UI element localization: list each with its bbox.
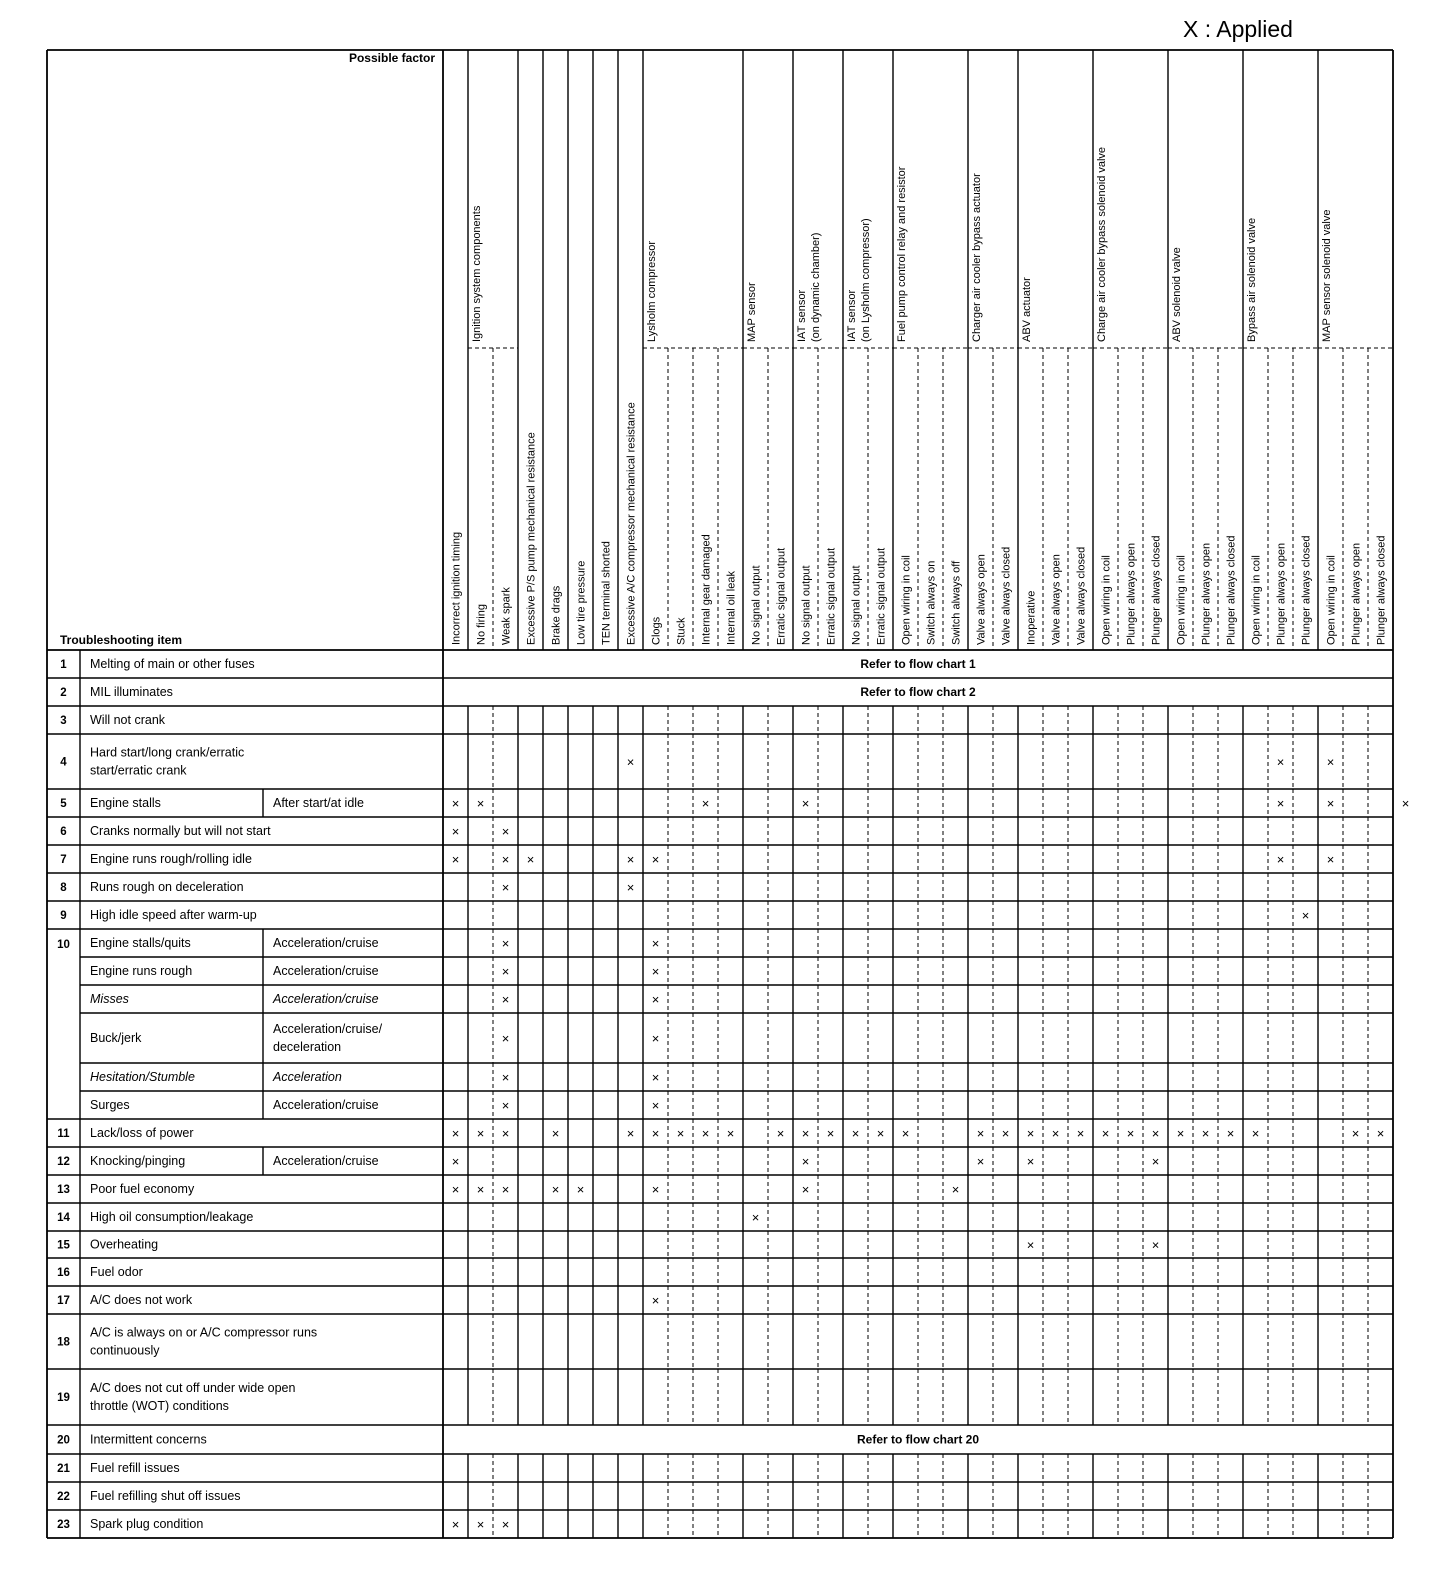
row-number: 20 <box>57 1434 70 1447</box>
item-label: Surges <box>90 1098 130 1112</box>
item-label: Overheating <box>90 1237 159 1252</box>
applied-mark: × <box>451 796 460 811</box>
flow-chart-ref: Refer to flow chart 20 <box>856 1432 980 1447</box>
row-number: 12 <box>57 1156 70 1168</box>
column-label: Plunger always closed <box>1150 535 1163 645</box>
row-number: 21 <box>57 1463 70 1475</box>
row-number: 15 <box>57 1239 70 1252</box>
applied-mark: × <box>1326 796 1335 811</box>
applied-mark: × <box>451 1182 460 1197</box>
applied-mark: × <box>776 1126 785 1141</box>
applied-mark: × <box>1276 754 1285 770</box>
column-label: No firing <box>475 604 488 645</box>
row-number: 7 <box>60 854 67 866</box>
column-label: Switch always on <box>925 560 938 645</box>
applied-mark: × <box>626 754 635 770</box>
applied-mark: × <box>501 852 510 867</box>
applied-mark: × <box>951 1182 960 1197</box>
column-label: Weak spark <box>500 587 513 645</box>
applied-mark: × <box>651 936 660 951</box>
applied-mark: × <box>476 796 485 811</box>
row-number: 23 <box>57 1519 70 1531</box>
applied-mark: × <box>651 852 660 867</box>
condition-label: Acceleration/cruise <box>273 964 379 978</box>
applied-mark: × <box>451 852 460 867</box>
row-number: 11 <box>57 1128 70 1140</box>
item-label: Engine runs rough/rolling idle <box>90 852 252 866</box>
column-label: Low tire pressure <box>575 560 588 645</box>
applied-mark: × <box>1301 908 1310 923</box>
item-label: Poor fuel economy <box>90 1182 195 1196</box>
item-label: Engine runs rough <box>90 964 193 978</box>
group-label: ABV actuator <box>1021 277 1033 342</box>
flow-chart-ref: Refer to flow chart 1 <box>860 657 976 671</box>
item-label: Engine stalls <box>90 796 161 810</box>
row-number: 2 <box>60 687 67 699</box>
condition-label: Acceleration/cruise <box>273 936 379 950</box>
applied-mark: × <box>501 1517 510 1532</box>
item-label: A/C does not work <box>90 1293 193 1307</box>
applied-mark: × <box>501 880 510 895</box>
applied-mark: × <box>451 1126 460 1141</box>
row-number: 17 <box>57 1295 70 1307</box>
applied-mark: × <box>1401 796 1410 811</box>
row-number: 8 <box>60 882 67 894</box>
group-label: MAP sensor <box>746 282 758 342</box>
row-number: 14 <box>57 1212 70 1224</box>
applied-mark: × <box>851 1126 860 1141</box>
applied-mark: × <box>651 964 660 979</box>
column-label: Incorrect ignition timing <box>450 531 463 645</box>
column-label: No signal output <box>750 565 763 645</box>
item-label: continuously <box>90 1343 160 1358</box>
applied-mark: × <box>701 796 710 811</box>
applied-mark: × <box>1126 1126 1135 1141</box>
column-label: Open wiring in coil <box>900 555 913 645</box>
applied-mark: × <box>1201 1126 1210 1141</box>
item-label: Fuel refilling shut off issues <box>90 1489 241 1503</box>
row-number: 10 <box>57 939 70 951</box>
item-label: Engine stalls/quits <box>90 936 191 950</box>
applied-mark: × <box>651 1126 660 1141</box>
column-label: Valve always closed <box>1000 546 1013 645</box>
applied-mark: × <box>1026 1126 1035 1141</box>
item-label: Hard start/long crank/erratic <box>90 745 245 760</box>
applied-mark: × <box>651 1098 660 1113</box>
row-number: 4 <box>60 756 67 769</box>
applied-mark: × <box>451 1154 460 1169</box>
column-label: Valve always open <box>975 554 988 645</box>
group-label: Charge air cooler bypass solenoid valve <box>1096 146 1108 342</box>
column-label: Erratic signal output <box>875 547 888 645</box>
condition-label: Acceleration/cruise/ <box>273 1022 383 1036</box>
applied-mark: × <box>1026 1237 1035 1253</box>
row-number: 18 <box>57 1336 70 1349</box>
row-number: 22 <box>57 1491 70 1503</box>
column-label: Open wiring in coil <box>1100 555 1113 645</box>
applied-mark: × <box>1276 796 1285 811</box>
possible-factor-label: Possible factor <box>348 51 435 65</box>
column-label: Switch always off <box>950 560 963 645</box>
row-number: 3 <box>60 715 67 727</box>
condition-label: After start/at idle <box>273 796 365 810</box>
group-label: IAT sensor <box>846 289 858 342</box>
applied-mark: × <box>626 880 635 895</box>
applied-mark: × <box>1326 754 1335 770</box>
applied-mark: × <box>501 1126 510 1141</box>
applied-mark: × <box>626 852 635 867</box>
applied-mark: × <box>551 1182 560 1197</box>
column-label: Open wiring in coil <box>1325 555 1338 645</box>
column-label: Open wiring in coil <box>1250 555 1263 645</box>
applied-mark: × <box>1376 1126 1385 1141</box>
applied-mark: × <box>626 1126 635 1141</box>
applied-mark: × <box>501 936 510 951</box>
row-number: 5 <box>60 798 67 810</box>
applied-mark: × <box>801 796 810 811</box>
row-number: 13 <box>57 1184 70 1196</box>
item-label: Buck/jerk <box>90 1031 142 1045</box>
column-label: Valve always open <box>1050 554 1063 645</box>
applied-mark: × <box>901 1126 910 1141</box>
group-label: IAT sensor <box>796 289 808 342</box>
applied-mark: × <box>526 852 535 867</box>
applied-mark: × <box>651 1182 660 1197</box>
applied-mark: × <box>576 1182 585 1197</box>
item-label: High idle speed after warm-up <box>90 908 257 922</box>
applied-mark: × <box>751 1210 760 1225</box>
column-label: Inoperative <box>1025 590 1038 645</box>
item-label: Hesitation/Stumble <box>90 1070 195 1084</box>
applied-mark: × <box>1176 1126 1185 1141</box>
group-label: MAP sensor solenoid valve <box>1321 209 1333 342</box>
column-label: Plunger always closed <box>1300 535 1313 645</box>
applied-mark: × <box>501 1031 510 1046</box>
applied-mark: × <box>1101 1126 1110 1141</box>
item-label: Fuel odor <box>90 1265 143 1279</box>
item-label: MIL illuminates <box>90 685 173 699</box>
troubleshooting-item-label: Troubleshooting item <box>60 633 182 647</box>
condition-label: Acceleration <box>273 1070 342 1084</box>
item-label: Intermittent concerns <box>90 1432 207 1447</box>
column-label: Plunger always open <box>1350 542 1363 645</box>
row-number: 9 <box>60 910 67 922</box>
applied-mark: × <box>676 1126 685 1141</box>
applied-mark: × <box>1076 1126 1085 1141</box>
applied-mark: × <box>1026 1154 1035 1169</box>
column-label: Plunger always open <box>1275 542 1288 645</box>
group-label: ABV solenoid valve <box>1171 247 1183 342</box>
applied-mark: × <box>651 1293 660 1308</box>
item-label: Runs rough on deceleration <box>90 880 244 894</box>
applied-mark: × <box>976 1126 985 1141</box>
group-label: Bypass air solenoid valve <box>1246 217 1258 342</box>
item-label: Fuel refill issues <box>90 1461 180 1475</box>
column-label: Brake drags <box>550 585 563 645</box>
applied-mark: × <box>1251 1126 1260 1141</box>
column-label: Plunger always open <box>1125 542 1138 645</box>
column-label: Clogs <box>650 616 663 645</box>
group-label: Fuel pump control relay and resistor <box>896 166 908 342</box>
applied-mark: × <box>701 1126 710 1141</box>
applied-mark: × <box>801 1154 810 1169</box>
applied-mark: × <box>1226 1126 1235 1141</box>
applied-mark: × <box>501 964 510 979</box>
item-label: Knocking/pinging <box>90 1154 186 1168</box>
group-label: (on Lysholm compressor) <box>860 218 872 342</box>
applied-mark: × <box>1351 1126 1360 1141</box>
column-label: Excessive P/S pump mechanical resistance <box>525 432 538 645</box>
condition-label: Acceleration/cruise <box>273 1098 379 1112</box>
item-label: A/C does not cut off under wide open <box>90 1381 296 1395</box>
applied-mark: × <box>476 1517 485 1532</box>
column-label: Plunger always open <box>1200 542 1213 645</box>
applied-mark: × <box>1151 1154 1160 1169</box>
item-label: Lack/loss of power <box>90 1126 194 1140</box>
item-label: Will not crank <box>90 713 166 727</box>
applied-mark: × <box>1326 852 1335 867</box>
applied-mark: × <box>1276 852 1285 867</box>
column-label: Plunger always closed <box>1375 535 1388 645</box>
applied-mark: × <box>801 1182 810 1197</box>
item-label: A/C is always on or A/C compressor runs <box>90 1325 318 1340</box>
applied-mark: × <box>451 824 460 839</box>
item-label: Cranks normally but will not start <box>90 824 271 838</box>
item-label: Spark plug condition <box>90 1517 204 1531</box>
item-label: start/erratic crank <box>90 763 187 778</box>
column-label: No signal output <box>800 565 813 645</box>
column-label: Internal gear damaged <box>700 534 713 645</box>
condition-label: deceleration <box>273 1040 342 1054</box>
applied-mark: × <box>651 1070 660 1085</box>
column-label: Excessive A/C compressor mechanical resistance <box>625 402 638 645</box>
legend-applied: X : Applied <box>1183 16 1293 42</box>
row-number: 19 <box>57 1392 70 1404</box>
item-label: Melting of main or other fuses <box>90 657 255 671</box>
column-label: Internal oil leak <box>725 571 738 645</box>
applied-mark: × <box>1151 1126 1160 1141</box>
applied-mark: × <box>976 1154 985 1169</box>
column-label: Valve always closed <box>1075 546 1088 645</box>
applied-mark: × <box>501 1098 510 1113</box>
applied-mark: × <box>1001 1126 1010 1141</box>
row-number: 16 <box>57 1267 70 1279</box>
group-label: Lysholm compressor <box>646 240 658 342</box>
group-label: Charger air cooler bypass actuator <box>971 173 983 342</box>
item-label: High oil consumption/leakage <box>90 1210 254 1224</box>
column-label: Plunger always closed <box>1225 535 1238 645</box>
applied-mark: × <box>551 1126 560 1141</box>
column-label: Stuck <box>675 617 688 645</box>
group-label: (on dynamic chamber) <box>810 232 822 342</box>
applied-mark: × <box>651 992 660 1007</box>
applied-mark: × <box>876 1126 885 1141</box>
applied-mark: × <box>476 1126 485 1141</box>
condition-label: Acceleration/cruise <box>273 992 379 1006</box>
condition-label: Acceleration/cruise <box>273 1154 379 1168</box>
column-label: Erratic signal output <box>825 547 838 645</box>
applied-mark: × <box>651 1031 660 1046</box>
applied-mark: × <box>501 1070 510 1085</box>
column-label: Open wiring in coil <box>1175 555 1188 645</box>
row-number: 1 <box>60 659 67 671</box>
applied-mark: × <box>826 1126 835 1141</box>
item-label: throttle (WOT) conditions <box>90 1399 229 1413</box>
applied-mark: × <box>501 992 510 1007</box>
flow-chart-ref: Refer to flow chart 2 <box>860 685 976 699</box>
applied-mark: × <box>801 1126 810 1141</box>
column-label: Erratic signal output <box>775 547 788 645</box>
column-label: TEN terminal shorted <box>600 541 613 645</box>
applied-mark: × <box>451 1517 460 1532</box>
applied-mark: × <box>501 824 510 839</box>
item-label: Misses <box>90 992 129 1006</box>
applied-mark: × <box>476 1182 485 1197</box>
group-label: Ignition system components <box>471 205 483 342</box>
applied-mark: × <box>501 1182 510 1197</box>
applied-mark: × <box>1051 1126 1060 1141</box>
applied-mark: × <box>1151 1237 1160 1253</box>
column-label: No signal output <box>850 565 863 645</box>
row-number: 6 <box>60 826 67 838</box>
applied-mark: × <box>726 1126 735 1141</box>
